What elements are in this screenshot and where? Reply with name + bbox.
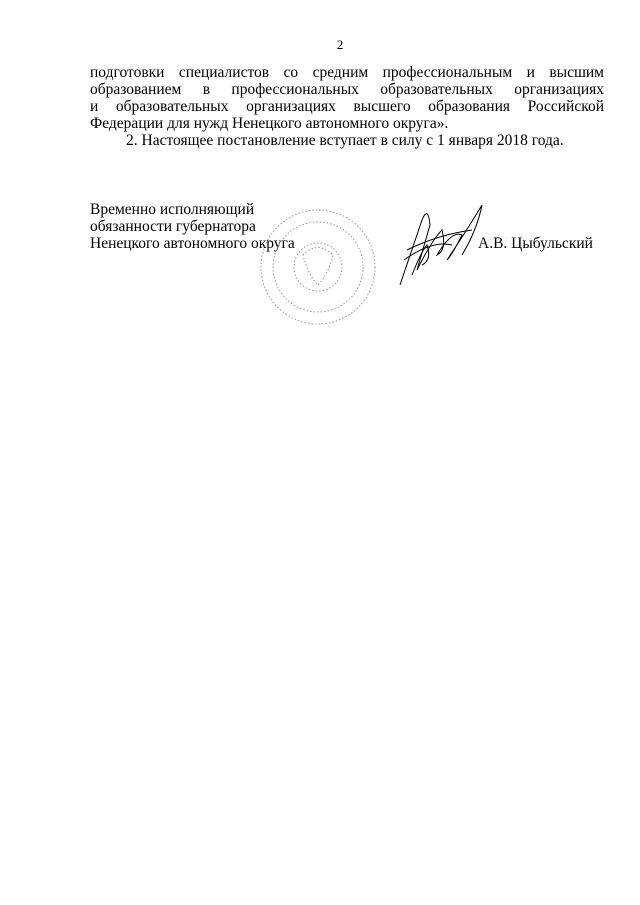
body-line: Федерации для нужд Ненецкого автономного округа».: [90, 115, 449, 132]
signatory-position: Временно исполняющий: [90, 201, 255, 218]
page-number: 2: [336, 37, 344, 52]
handwritten-signature: [392, 200, 487, 290]
signatory-position: Ненецкого автономного округа: [90, 235, 295, 252]
signatory-position: обязанности губернатора: [90, 218, 256, 235]
body-line: образованием в профессиональных образовательных организациях: [90, 81, 604, 98]
body-line: и образовательных организациях высшего образования Российской: [90, 98, 604, 115]
signatory-name: А.В. Цыбульский: [478, 235, 593, 252]
body-line: подготовки специалистов со средним профессиональным и высшим: [90, 64, 604, 81]
clause-2: 2. Настоящее постановление вступает в силу с 1 января 2018 года.: [126, 132, 564, 149]
official-seal: [258, 205, 378, 330]
